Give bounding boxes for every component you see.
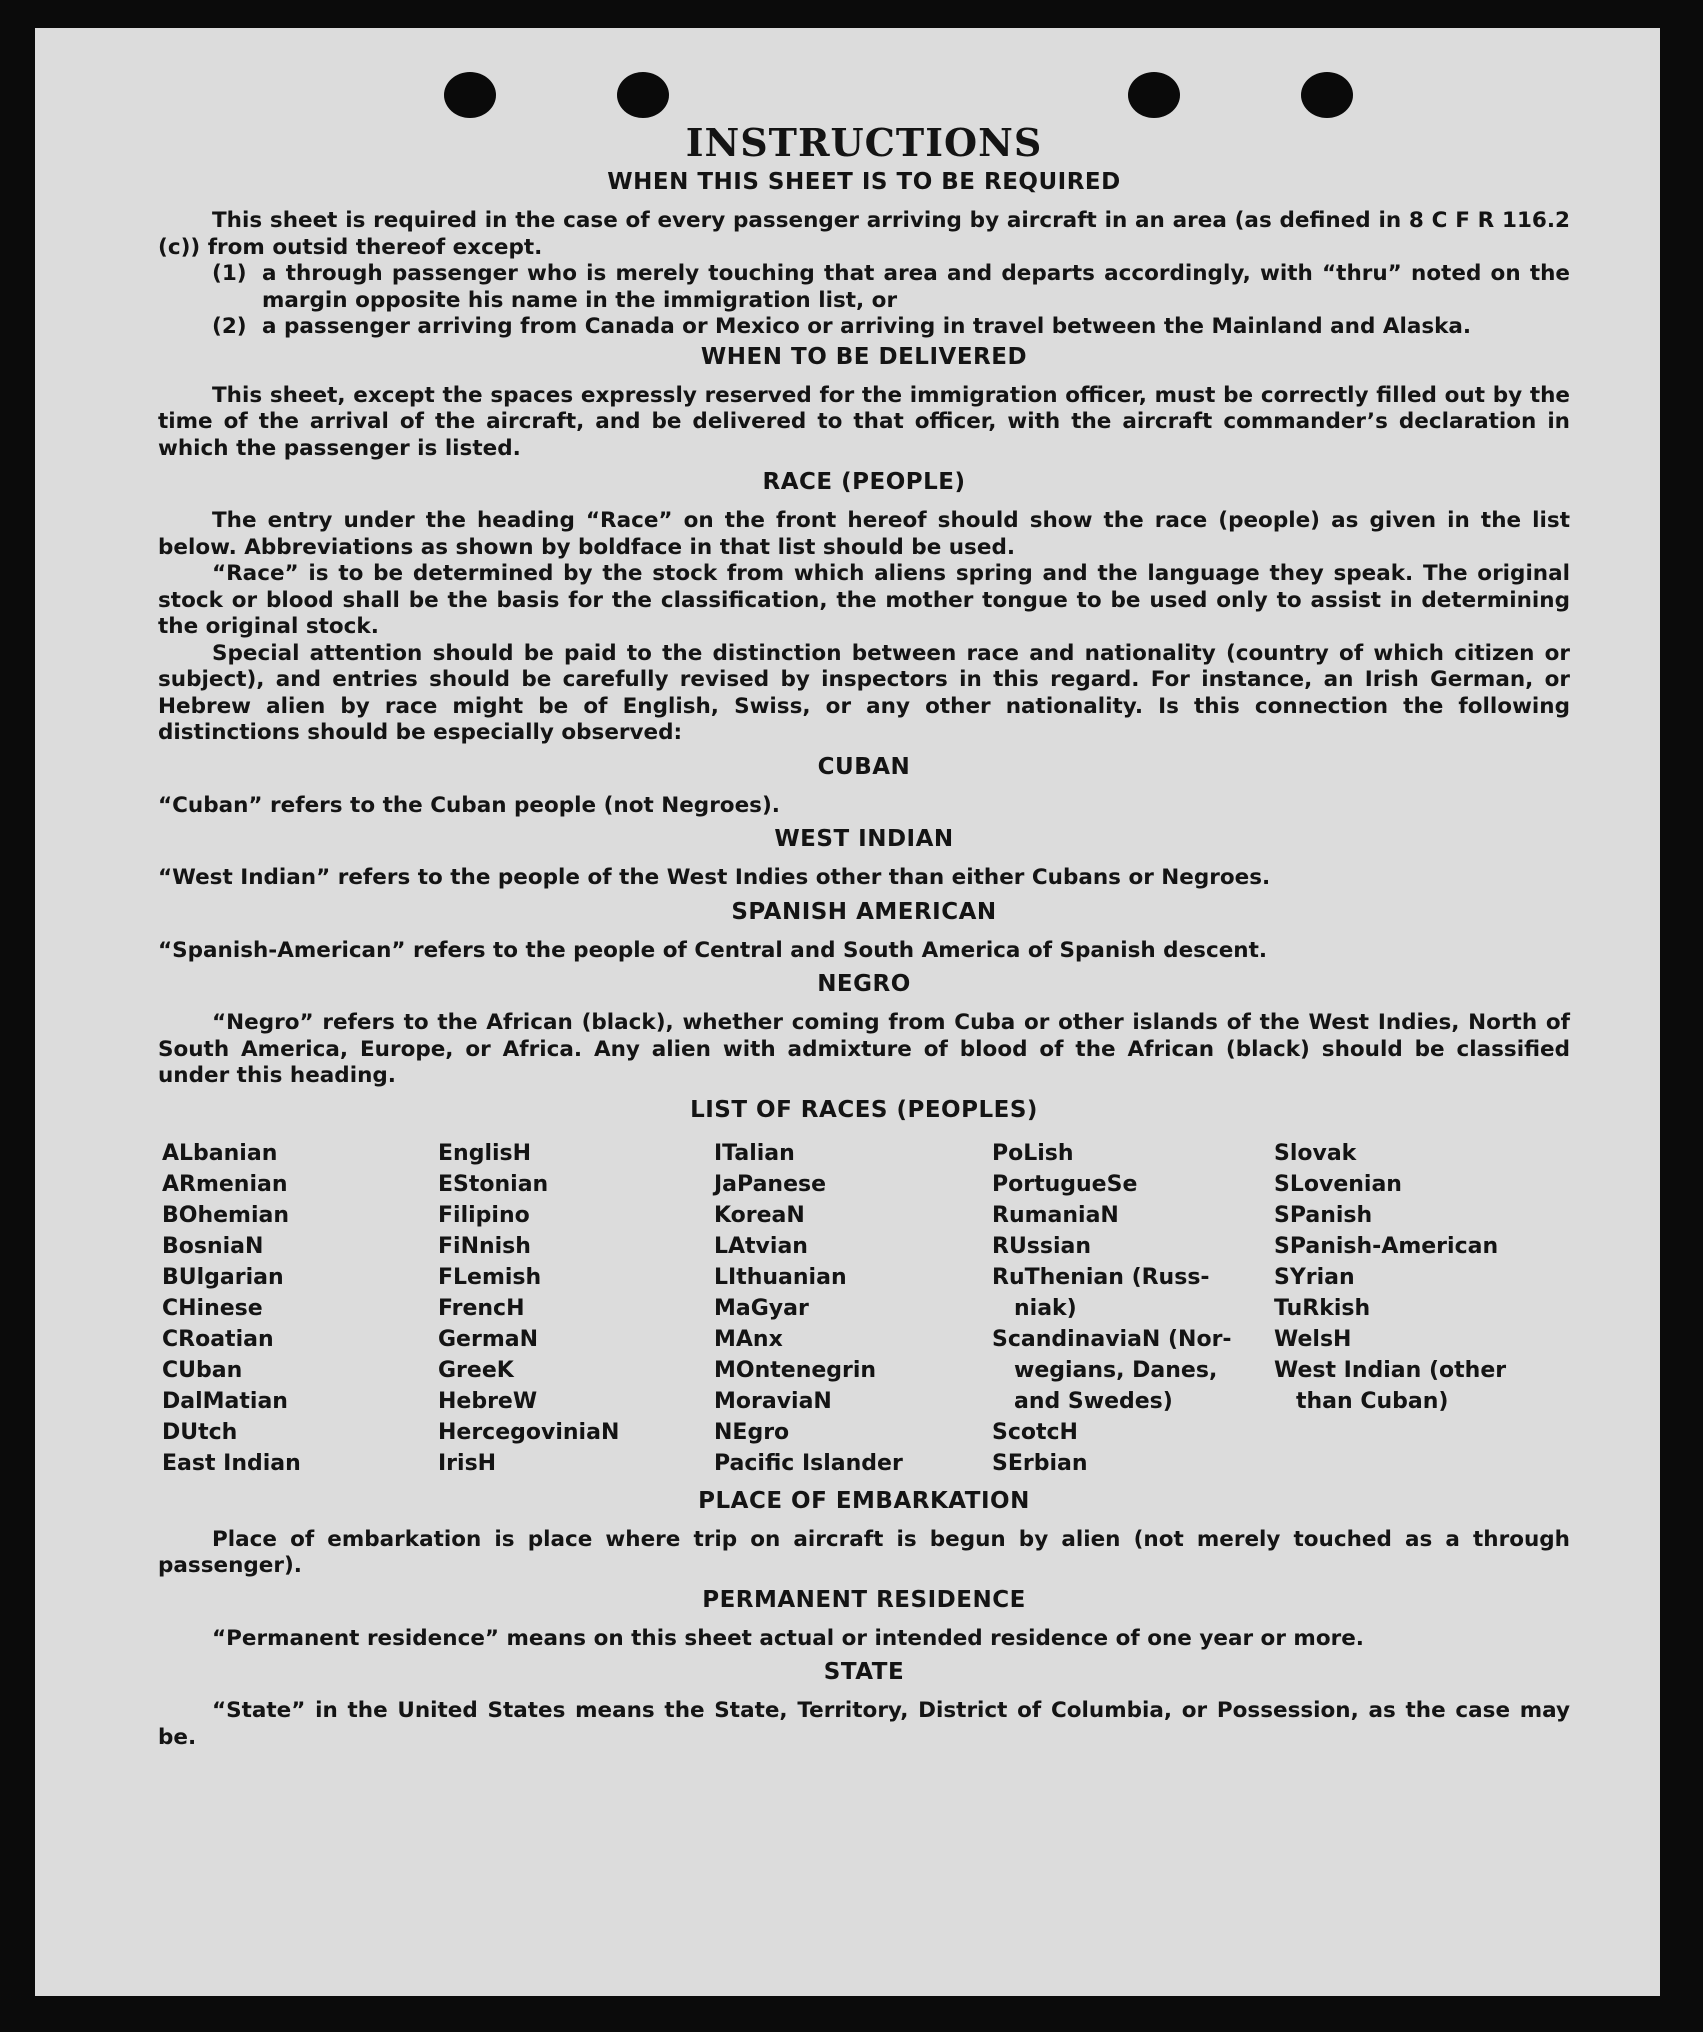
race-item: EStonian [438, 1171, 549, 1197]
race-item: East Indian [162, 1450, 301, 1476]
item-number: (2) [212, 314, 247, 339]
race-item: RUssian [992, 1233, 1092, 1259]
paragraph: This sheet is required in the case of every passenger arriving by aircraft in an area (as defined in 8 C F R 116.2 (c)) from outsid thereof except. [158, 208, 1570, 260]
races-list [162, 1138, 1570, 1479]
page-title: INSTRUCTIONS [685, 120, 1043, 165]
race-item: Filipino [438, 1202, 530, 1228]
race-item: CHinese [162, 1295, 263, 1321]
race-item: MoraviaN [714, 1388, 832, 1414]
section-heading: PLACE OF EMBARKATION [698, 1487, 1030, 1514]
list-item [212, 314, 1570, 341]
race-item: and Swedes) [1014, 1388, 1173, 1414]
race-item: niak) [1014, 1295, 1077, 1321]
paragraph: “West Indian” refers to the people of the West Indies other than either Cubans or Negroes. [158, 865, 1271, 890]
race-item: CRoatian [162, 1326, 274, 1352]
race-item: Slovak [1274, 1140, 1357, 1166]
race-item: FrencH [438, 1295, 525, 1321]
item-text: a passenger arriving from Canada or Mexico or arriving in travel between the Mainland and Alaska. [262, 314, 1472, 339]
race-item: WelsH [1274, 1326, 1352, 1352]
list-item [212, 261, 1570, 314]
race-item: MOntenegrin [714, 1357, 877, 1383]
race-item: Pacific Islander [714, 1450, 903, 1476]
section-heading: SPANISH AMERICAN [731, 898, 997, 925]
race-item: wegians, Danes, [1014, 1357, 1218, 1383]
paragraph: This sheet, except the spaces expressly reserved for the immigration officer, must be correctly filled out by the time of the arrival of the aircraft, and be delivered to that officer, with the aircraft commander’s declaration in which the passenger is listed. [158, 382, 1570, 461]
paragraph: “Cuban” refers to the Cuban people (not Negroes). [158, 792, 780, 818]
punch-hole [444, 72, 496, 118]
paragraph: The entry under the heading “Race” on the front hereof should show the race (people) as given in the list below. Abbreviations as shown by boldface in that list should be used. [158, 508, 1570, 560]
races-column [992, 1138, 1274, 1479]
race-item: NEgro [714, 1419, 790, 1445]
race-item: ALbanian [162, 1140, 278, 1166]
paragraph: “Spanish-American” refers to the people of Central and South America of Spanish descent. [158, 937, 1268, 963]
race-item: BosniaN [162, 1233, 264, 1259]
race-item: MAnx [714, 1326, 783, 1352]
races-column [438, 1138, 714, 1479]
punch-hole [1128, 72, 1180, 118]
race-item: ScandinaviaN (Nor- [992, 1326, 1232, 1352]
section-heading: PERMANENT RESIDENCE [702, 1586, 1026, 1613]
race-item: SPanish-American [1274, 1233, 1499, 1259]
race-item: CUban [162, 1357, 243, 1383]
race-item: BOhemian [162, 1202, 290, 1228]
race-item: SErbian [992, 1450, 1088, 1476]
race-item: FiNnish [438, 1233, 531, 1259]
race-item: than Cuban) [1296, 1388, 1449, 1414]
section-heading: RACE (PEOPLE) [762, 469, 966, 495]
paragraph: “Negro” refers to the African (black), whether coming from Cuba or other islands of the West Indies, North of South America, Europe, or Africa. Any alien with admixture of blood of the African (black) should be classified under this heading. [158, 1010, 1570, 1088]
item-number: (1) [212, 261, 247, 286]
race-item: ScotcH [992, 1419, 1078, 1445]
punch-hole [1301, 72, 1353, 118]
race-item: JaPanese [714, 1171, 827, 1197]
race-item: West Indian (other [1274, 1357, 1507, 1383]
race-item: SPanish [1274, 1202, 1373, 1228]
race-item: PoLish [992, 1140, 1074, 1166]
paragraph: “Race” is to be determined by the stock from which aliens spring and the language they speak. The original stock or blood shall be the basis for the classification, the mother tongue to be used only to assist in determining the original stock. [158, 561, 1570, 639]
race-item: FLemish [438, 1264, 542, 1290]
races-column [162, 1138, 438, 1479]
race-item: BUlgarian [162, 1264, 284, 1290]
instructions-body [158, 120, 1570, 1751]
race-item: HercegoviniaN [438, 1419, 620, 1445]
races-column [714, 1138, 992, 1479]
paragraph: Special attention should be paid to the distinction between race and nationality (country of which citizen or subject), and entries should be carefully revised by inspectors in this regard. For instance, an Irish German, or Hebrew alien by race might be of English, Swiss, or any other nationality. Is this connection the following distinctions should be especially observed: [158, 640, 1570, 745]
race-item: SYrian [1274, 1264, 1355, 1290]
race-item: IrisH [438, 1450, 497, 1476]
race-item: EnglisH [438, 1140, 532, 1166]
race-item: DalMatian [162, 1388, 288, 1414]
section-heading: WEST INDIAN [774, 826, 954, 852]
race-item: LAtvian [714, 1233, 808, 1259]
race-item: GermaN [438, 1326, 539, 1352]
races-column [1274, 1138, 1570, 1479]
race-item: SLovenian [1274, 1171, 1402, 1197]
race-item: TuRkish [1274, 1295, 1371, 1321]
document-page [35, 28, 1660, 1996]
section-heading: LIST OF RACES (PEOPLES) [690, 1096, 1038, 1123]
race-item: DUtch [162, 1419, 238, 1445]
race-item: KoreaN [714, 1202, 805, 1228]
race-item: HebreW [438, 1388, 538, 1414]
section-heading: WHEN TO BE DELIVERED [700, 343, 1028, 370]
item-text: a through passenger who is merely touching that area and departs accordingly, with “thru” noted on the margin opposite his name in the immigration list, or [262, 261, 1570, 313]
section-heading: NEGRO [817, 971, 911, 997]
paragraph: Place of embarkation is place where trip on aircraft is begun by alien (not merely touched as a through passenger). [158, 1526, 1570, 1578]
section-heading: STATE [823, 1659, 905, 1685]
section-heading: CUBAN [817, 753, 911, 780]
race-item: PortugueSe [992, 1171, 1138, 1197]
race-item: MaGyar [714, 1295, 809, 1321]
race-item: ARmenian [162, 1171, 288, 1197]
race-item: RuThenian (Russ- [992, 1264, 1210, 1290]
race-item: LIthuanian [714, 1264, 847, 1290]
paragraph: “Permanent residence” means on this sheet actual or intended residence of one year or more. [212, 1625, 1364, 1651]
race-item: RumaniaN [992, 1202, 1119, 1228]
section-heading: WHEN THIS SHEET IS TO BE REQUIRED [607, 169, 1121, 195]
punch-hole [617, 72, 669, 118]
race-item: GreeK [438, 1357, 514, 1383]
race-item: ITalian [714, 1140, 795, 1166]
paragraph: “State” in the United States means the State, Territory, District of Columbia, or Possession, as the case may be. [158, 1698, 1570, 1750]
